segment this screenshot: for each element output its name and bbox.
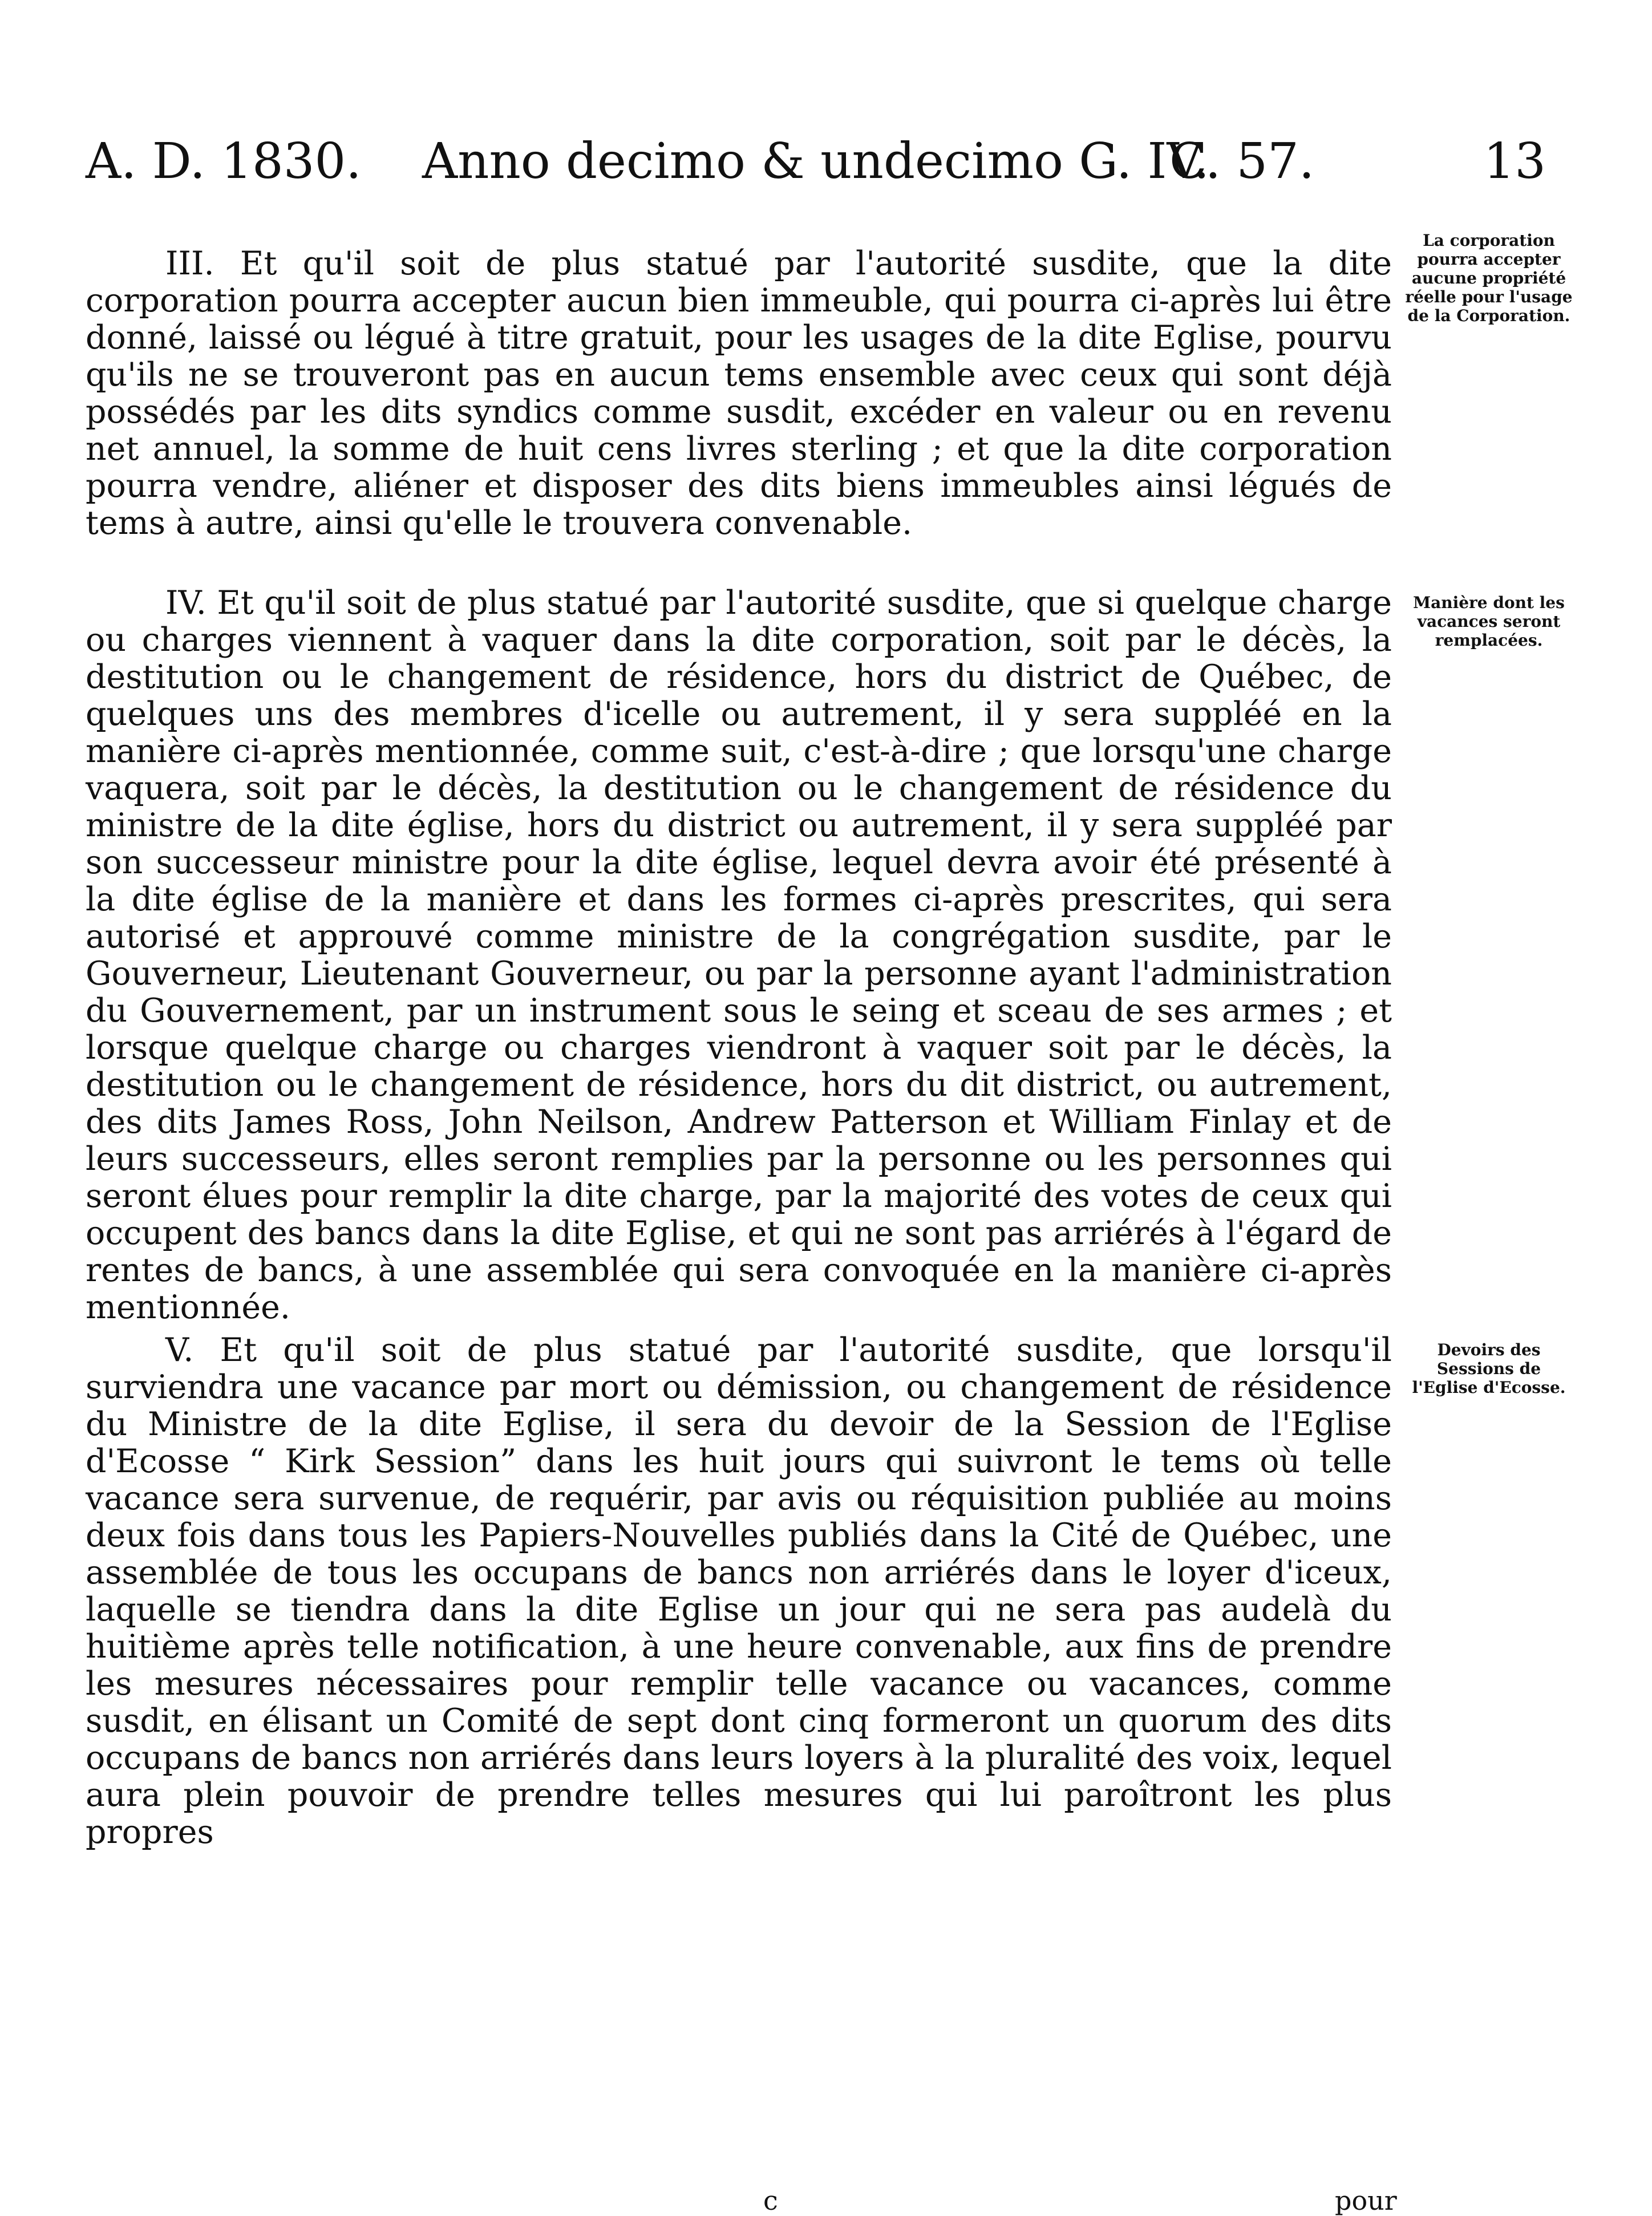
- header-title: Anno decimo & undecimo G. IV.: [422, 133, 1209, 190]
- header-chapter: C. 57.: [1169, 133, 1315, 190]
- section-numeral: III.: [165, 245, 214, 282]
- margin-note-iii: La corporation pourra accepter aucune propriété réelle pour l'usage de la Corporation.: [1405, 231, 1573, 325]
- page-number: 13: [1483, 133, 1546, 190]
- running-header: [86, 130, 1546, 193]
- margin-note-v: Devoirs des Sessions de l'Eglise d'Ecosse.: [1412, 1340, 1566, 1397]
- catchword: pour: [1335, 2185, 1397, 2216]
- margin-note-iv: Manière dont les vacances seront remplacées.: [1413, 593, 1565, 650]
- section-iii: [86, 245, 1392, 542]
- section-v: [86, 1332, 1392, 1851]
- section-numeral: V.: [165, 1331, 194, 1369]
- section-text: Et qu'il soit de plus statué par l'autorité susdite, que si quelque charge ou charges viennent à vaquer dans la dite corporation, soit par le décès, la destitution ou le changement de résidence, hors du district de Québec, de quelques uns des membres d'icelle ou autrement, il y sera suppléé en la manière ci-après mentionnée, comme suit, c'est-à-dire ; que lorsqu'une charge vaquera, soit par le décès, la destitution ou le changement de résidence du ministre de la dite église, hors du district ou autrement, il y sera suppléé par son successeur ministre pour la dite église, lequel devra avoir été présenté à la dite église de la manière et dans les formes ci-après prescrites, qui sera autorisé et approuvé comme ministre de la congrégation susdite, par le Gouverneur, Lieutenant Gouverneur, ou par la personne ayant l'administration du Gouvernement, par un instrument sous le seing et sceau de ses armes ; et lorsque quelque charge ou charges viendront à vaquer soit par le décès, la destitution ou le changement de résidence, hors du dit district, ou autrement, des dits James Ross, John Neilson, Andrew Patterson et William Finlay et de leurs successeurs, elles seront remplies par la personne ou les personnes qui seront élues pour remplir la dite charge, par la majorité des votes de ceux qui occupent des bancs dans la dite Eglise, et qui ne sont pas arriérés à l'égard de rentes de bancs, à une assemblée qui sera convoquée en la manière ci-après mentionnée.: [86, 584, 1392, 1326]
- signature-mark: c: [763, 2185, 778, 2216]
- section-numeral: IV.: [165, 584, 206, 622]
- section-iv: [86, 585, 1392, 1326]
- section-text: Et qu'il soit de plus statué par l'autorité susdite, que lorsqu'il surviendra une vacance par mort ou démission, ou changement de résidence du Ministre de la dite Eglise, il sera du devoir de la Session de l'Eglise d'Ecosse “ Kirk Session” dans les huit jours qui suivront le tems où telle vacance sera survenue, de requérir, par avis ou réquisition publiée au moins deux fois dans tous les Papiers-Nouvelles publiés dans la Cité de Québec, une assemblée de tous les occupans de bancs non arriérés dans le loyer d'iceux, laquelle se tiendra dans la dite Eglise un jour qui ne sera pas audelà du huitième après telle notification, à une heure convenable, aux fins de prendre les mesures nécessaires pour remplir telle vacance ou vacances, comme susdit, en élisant un Comité de sept dont cinq formeront un quorum des dits occupans de bancs non arriérés dans leurs loyers à la pluralité des voix, lequel aura plein pouvoir de prendre telles mesures qui lui paroîtront les plus propres: [86, 1331, 1392, 1851]
- header-year: A. D. 1830.: [86, 133, 362, 190]
- section-text: Et qu'il soit de plus statué par l'autorité susdite, que la dite corporation pourra accepter aucun bien immeuble, qui pourra ci-après lui être donné, laissé ou légué à titre gratuit, pour les usages de la dite Eglise, pourvu qu'ils ne se trouveront pas en aucun tems ensemble avec ceux qui sont déjà possédés par les dits syndics comme susdit, excéder en valeur ou en revenu net annuel, la somme de huit cens livres sterling ; et que la dite corporation pourra vendre, aliéner et disposer des dits biens immeubles ainsi légués de tems à autre, ainsi qu'elle le trouvera convenable.: [86, 245, 1392, 542]
